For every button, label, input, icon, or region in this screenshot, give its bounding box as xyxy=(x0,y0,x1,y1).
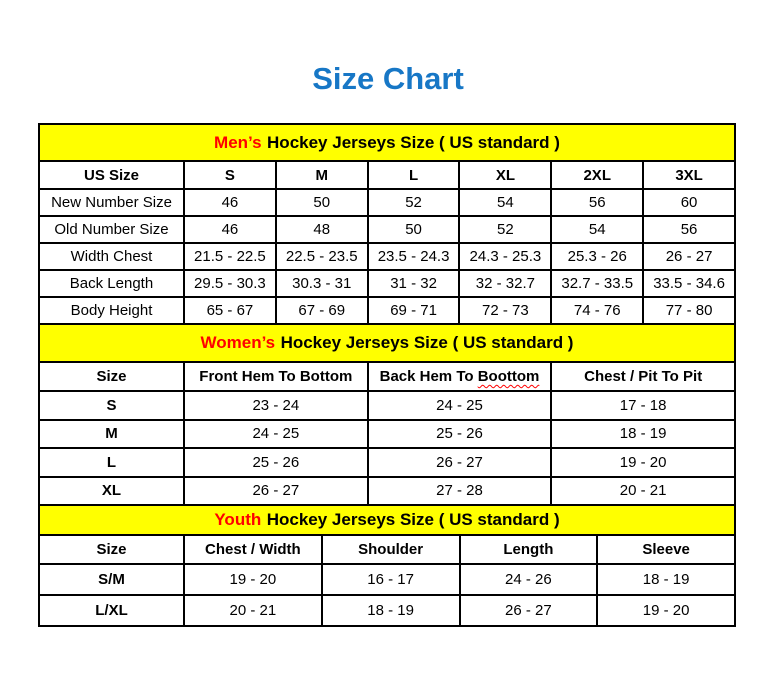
cell-value: 56 xyxy=(643,216,735,243)
column-header: 2XL xyxy=(551,161,643,189)
womens-header-row xyxy=(39,362,735,391)
row-label: New Number Size xyxy=(39,189,184,216)
cell-value: 50 xyxy=(276,189,368,216)
cell-value: 48 xyxy=(276,216,368,243)
row-label: S xyxy=(39,391,184,420)
table-row xyxy=(39,477,735,506)
youth-band-text: Hockey Jerseys Size ( US standard ) xyxy=(266,510,560,529)
row-label: Back Length xyxy=(39,270,184,297)
cell-value: 25 - 26 xyxy=(184,448,368,477)
table-row xyxy=(39,243,735,270)
table-row xyxy=(39,189,735,216)
mens-size-table xyxy=(38,160,736,325)
cell-value: 56 xyxy=(551,189,643,216)
table-row xyxy=(39,391,735,420)
mens-table-title-band xyxy=(38,123,736,162)
cell-value: 33.5 - 34.6 xyxy=(643,270,735,297)
cell-value: 18 - 19 xyxy=(597,564,735,595)
column-header: XL xyxy=(459,161,551,189)
cell-value: 52 xyxy=(459,216,551,243)
mens-highlight-text: Men’s xyxy=(214,132,262,152)
youth-header-row xyxy=(39,535,735,564)
cell-value: 20 - 21 xyxy=(184,595,322,626)
youth-size-table xyxy=(38,534,736,627)
cell-value: 19 - 20 xyxy=(184,564,322,595)
column-header: Shoulder xyxy=(322,535,460,564)
row-label: Old Number Size xyxy=(39,216,184,243)
cell-value: 18 - 19 xyxy=(551,420,735,449)
cell-value: 29.5 - 30.3 xyxy=(184,270,276,297)
column-header-misspelled xyxy=(368,362,552,391)
header-text: Back Hem To xyxy=(379,368,478,385)
cell-value: 19 - 20 xyxy=(597,595,735,626)
column-header: Length xyxy=(460,535,598,564)
column-header: Size xyxy=(39,362,184,391)
row-label: XL xyxy=(39,477,184,506)
table-row xyxy=(39,216,735,243)
table-row xyxy=(39,297,735,324)
cell-value: 22.5 - 23.5 xyxy=(276,243,368,270)
womens-band-text: Hockey Jerseys Size ( US standard ) xyxy=(280,333,574,352)
cell-value: 18 - 19 xyxy=(322,595,460,626)
cell-value: 31 - 32 xyxy=(368,270,460,297)
row-label: L xyxy=(39,448,184,477)
cell-value: 46 xyxy=(184,189,276,216)
cell-value: 77 - 80 xyxy=(643,297,735,324)
cell-value: 21.5 - 22.5 xyxy=(184,243,276,270)
cell-value: 46 xyxy=(184,216,276,243)
cell-value: 32.7 - 33.5 xyxy=(551,270,643,297)
cell-value: 65 - 67 xyxy=(184,297,276,324)
row-label: Body Height xyxy=(39,297,184,324)
womens-table-title-band xyxy=(38,323,736,363)
cell-value: 69 - 71 xyxy=(368,297,460,324)
column-header: M xyxy=(276,161,368,189)
column-header: Chest / Width xyxy=(184,535,322,564)
youth-table-title-band xyxy=(38,504,736,536)
column-header: S xyxy=(184,161,276,189)
cell-value: 50 xyxy=(368,216,460,243)
column-header: 3XL xyxy=(643,161,735,189)
womens-highlight-text: Women’s xyxy=(200,333,276,352)
cell-value: 20 - 21 xyxy=(551,477,735,506)
cell-value: 60 xyxy=(643,189,735,216)
column-header: US Size xyxy=(39,161,184,189)
row-label: L/XL xyxy=(39,595,184,626)
cell-value: 26 - 27 xyxy=(643,243,735,270)
column-header: Chest / Pit To Pit xyxy=(551,362,735,391)
womens-section xyxy=(38,323,736,506)
table-row xyxy=(39,448,735,477)
cell-value: 23 - 24 xyxy=(184,391,368,420)
cell-value: 72 - 73 xyxy=(459,297,551,324)
table-row xyxy=(39,595,735,626)
cell-value: 16 - 17 xyxy=(322,564,460,595)
cell-value: 24.3 - 25.3 xyxy=(459,243,551,270)
table-row xyxy=(39,564,735,595)
cell-value: 67 - 69 xyxy=(276,297,368,324)
column-header: L xyxy=(368,161,460,189)
row-label: M xyxy=(39,420,184,449)
cell-value: 54 xyxy=(551,216,643,243)
cell-value: 52 xyxy=(368,189,460,216)
mens-band-text: Hockey Jerseys Size ( US standard ) xyxy=(267,132,560,152)
cell-value: 26 - 27 xyxy=(460,595,598,626)
cell-value: 24 - 25 xyxy=(368,391,552,420)
cell-value: 26 - 27 xyxy=(184,477,368,506)
column-header: Size xyxy=(39,535,184,564)
cell-value: 74 - 76 xyxy=(551,297,643,324)
page-title: Size Chart xyxy=(312,61,464,96)
cell-value: 23.5 - 24.3 xyxy=(368,243,460,270)
table-row xyxy=(39,420,735,449)
mens-section xyxy=(38,123,736,325)
cell-value: 24 - 26 xyxy=(460,564,598,595)
cell-value: 24 - 25 xyxy=(184,420,368,449)
youth-highlight-text: Youth xyxy=(214,510,262,529)
cell-value: 54 xyxy=(459,189,551,216)
column-header: Sleeve xyxy=(597,535,735,564)
youth-section xyxy=(38,504,736,627)
cell-value: 30.3 - 31 xyxy=(276,270,368,297)
cell-value: 26 - 27 xyxy=(368,448,552,477)
row-label: S/M xyxy=(39,564,184,595)
cell-value: 25.3 - 26 xyxy=(551,243,643,270)
cell-value: 17 - 18 xyxy=(551,391,735,420)
misspelled-word: Boottom xyxy=(477,368,540,385)
cell-value: 27 - 28 xyxy=(368,477,552,506)
row-label: Width Chest xyxy=(39,243,184,270)
table-row xyxy=(39,270,735,297)
womens-size-table xyxy=(38,361,736,506)
cell-value: 32 - 32.7 xyxy=(459,270,551,297)
cell-value: 25 - 26 xyxy=(368,420,552,449)
mens-header-row xyxy=(39,161,735,189)
size-chart xyxy=(38,123,736,627)
column-header: Front Hem To Bottom xyxy=(184,362,368,391)
cell-value: 19 - 20 xyxy=(551,448,735,477)
